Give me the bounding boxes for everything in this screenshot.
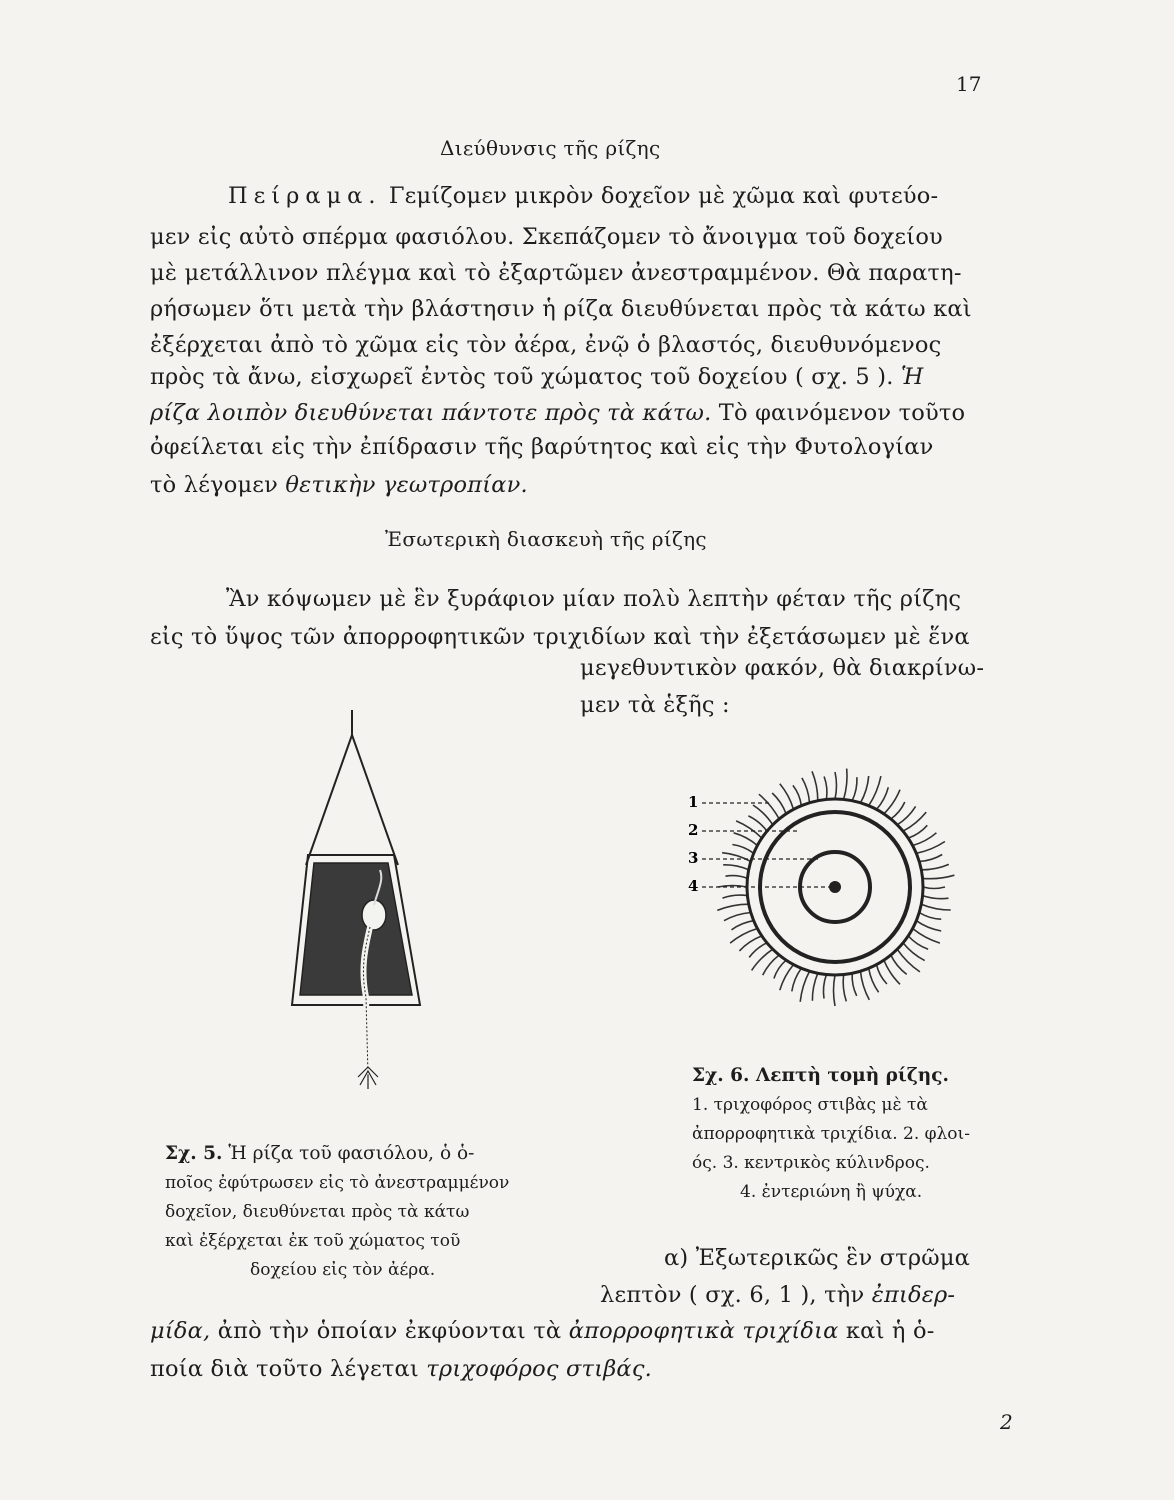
root-hair — [908, 936, 928, 949]
root-hair — [734, 833, 758, 846]
root-hair — [903, 812, 926, 831]
label-2: 2 — [688, 821, 699, 839]
caption-label: Σχ. 5. — [165, 1143, 223, 1164]
text: Γεμίζομεν μικρὸν δοχεῖον μὲ χῶμα καὶ φυτεύο- — [388, 183, 939, 209]
page-number-bottom: 2 — [1000, 1410, 1013, 1434]
root-hair — [802, 778, 810, 803]
root-hair — [823, 975, 826, 999]
paragraph-line: ρήσωμεν ὅτι μετὰ τὴν βλάστησιν ἡ ρίζα διευθύνεται πρὸς τὰ κάτω καὶ — [150, 296, 972, 322]
caption-line: ἀπορροφητικὰ τριχίδια. 2. φλοι- — [692, 1124, 970, 1144]
root-hair — [800, 971, 809, 1002]
root-hair — [812, 973, 817, 1001]
paragraph-line: ὀφείλεται εἰς τὴν ἐπίδρασιν τῆς βαρύτητος καὶ εἰς τὴν Φυτολογίαν — [150, 434, 934, 460]
figure-6-cross-section — [680, 755, 980, 1015]
paragraph-line: μεγεθυντικὸν φακόν, θὰ διακρίνω- — [580, 655, 985, 681]
root-hair — [792, 968, 802, 991]
paragraph-line: εἰς τὸ ὕψος τῶν ἀπορροφητικῶν τριχιδίων καὶ τὴν ἐξετάσωμεν μὲ ἕνα — [150, 624, 970, 650]
root-hair — [834, 975, 836, 1006]
text: καὶ ἡ ὁ- — [845, 1318, 935, 1344]
root-hair — [717, 904, 748, 910]
italic-text: ἀπορροφητικὰ τριχίδια — [568, 1318, 839, 1344]
root-hair — [780, 965, 794, 991]
italic-text: ἐπιδερ- — [871, 1282, 956, 1308]
root-hair — [753, 805, 773, 825]
paragraph-line — [150, 1356, 652, 1382]
root-hair — [919, 913, 941, 920]
label-3: 3 — [688, 849, 699, 867]
root-hair — [852, 777, 857, 801]
paragraph-line: μεν εἰς αὐτὸ σπέρμα φασιόλου. Σκεπάζομεν τὸ ἄνοιγμα τοῦ δοχείου — [150, 224, 943, 250]
root-hair — [724, 913, 751, 921]
root-hair — [722, 853, 751, 862]
section-heading-direction: Διεύθυνσις τῆς ρίζης — [440, 136, 661, 160]
root-hair — [861, 971, 870, 1000]
paragraph-line — [228, 183, 938, 209]
page-number-top: 17 — [956, 72, 982, 96]
root-hair — [877, 965, 887, 984]
root-hair — [793, 785, 801, 805]
root-hair — [726, 876, 748, 879]
figure-5-caption-line — [165, 1143, 474, 1164]
pith — [829, 881, 841, 893]
italic-text: τριχοφόρος στιβάς. — [426, 1356, 652, 1382]
root-hair — [824, 777, 827, 800]
root-hair — [921, 904, 950, 910]
root-hair — [812, 771, 818, 800]
caption-line: 1. τριχοφόρος στιβὰς μὲ τὰ — [692, 1095, 928, 1115]
root-hair — [923, 896, 949, 899]
paragraph-line: α) Ἐξωτερικῶς ἓν στρῶμα — [664, 1245, 971, 1271]
root-hair — [869, 968, 879, 992]
paragraph-line — [150, 472, 528, 498]
paragraph-line — [150, 400, 965, 426]
experiment-label: Πείραμα. — [228, 183, 382, 209]
italic-text: θετικὴν γεωτροπίαν. — [285, 472, 528, 498]
root-hair — [844, 769, 847, 800]
paragraph-line: ἐξέρχεται ἀπὸ τὸ χῶμα εἰς τὸν ἀέρα, ἐνῷ ὁ βλαστός, διευθυνόμενος — [150, 332, 942, 358]
root-hair — [843, 975, 846, 1002]
text: Τὸ φαινόμενον τοῦτο — [718, 400, 966, 426]
caption-line: δοχεῖον, διευθύνεται πρὸς τὰ κάτω — [165, 1202, 470, 1222]
figure-6-caption-title — [692, 1065, 949, 1086]
root-hair — [723, 865, 749, 870]
root-hair — [923, 887, 945, 889]
paragraph-line: μεν τὰ ἑξῆς : — [580, 692, 730, 718]
caption-line: ποῖος ἐφύτρωσεν εἰς τὸ ἀνεστραμμένον — [165, 1173, 510, 1193]
root-hair — [732, 845, 753, 854]
root-hair — [919, 855, 942, 862]
root-hair — [913, 929, 940, 944]
root-hair — [730, 929, 757, 944]
label-1: 1 — [688, 793, 699, 811]
root-hair — [884, 960, 900, 984]
paragraph-line: Ἂν κόψωμεν μὲ ἓν ξυράφιον μίαν πολὺ λεπτὴν φέταν τῆς ρίζης — [226, 586, 962, 612]
italic-text: ρίζα λοιπὸν διευθύνεται πάντοτε πρὸς τὰ κάτω. — [150, 400, 712, 426]
text: τὸ λέγομεν — [150, 472, 279, 498]
root-hair — [723, 895, 748, 898]
root-hair — [916, 921, 941, 931]
root-hair — [923, 875, 955, 879]
caption-line: καὶ ἐξέρχεται ἐκ τοῦ χώματος τοῦ — [165, 1231, 461, 1251]
paragraph-line — [150, 364, 924, 390]
root-hair — [752, 949, 773, 970]
root-hair — [732, 921, 754, 930]
text: λεπτὸν ( σχ. 6, 1 ), τὴν — [600, 1282, 865, 1308]
caption-line: ός. 3. κεντρικὸς κύλινδρος. — [692, 1153, 930, 1173]
text: ποία διὰ τοῦτο λέγεται — [150, 1356, 419, 1382]
root-hair — [835, 772, 837, 799]
caption-line: δοχείου εἰς τὸν ἀέρα. — [250, 1260, 436, 1280]
soil — [300, 863, 412, 995]
root-hair — [861, 776, 869, 803]
caption-title: Σχ. 6. Λεπτὴ τομὴ ρίζης. — [692, 1065, 949, 1086]
italic-text: Ἡ — [900, 364, 924, 390]
label-4: 4 — [688, 877, 699, 895]
root-hair — [869, 776, 881, 806]
paragraph-line — [150, 1318, 935, 1344]
caption-line: 4. ἐντεριώνη ἢ ψύχα. — [740, 1182, 923, 1202]
root-hair — [908, 825, 927, 838]
root-hair — [877, 787, 889, 809]
root-hair — [852, 973, 857, 996]
paragraph-line: μὲ μετάλλινον πλέγμα καὶ τὸ ἐξαρτῶμεν ἀνεστραμμένον. Θὰ παρατη- — [150, 260, 962, 286]
paragraph-line — [600, 1282, 955, 1308]
root-hair — [774, 960, 786, 978]
text: πρὸς τὰ ἄνω, εἰσχωρεῖ ἐντὸς τοῦ χώματος τοῦ δοχείου ( σχ. 5 ). — [150, 364, 894, 390]
root-hair — [891, 802, 905, 819]
root-hair — [921, 864, 949, 869]
italic-text: μίδα, — [150, 1318, 211, 1344]
text: ἀπὸ τὴν ὁποίαν ἐκφύονται τὰ — [217, 1318, 562, 1344]
hanging-wire — [306, 735, 352, 865]
hanging-wire — [352, 735, 398, 865]
caption-text: Ἡ ρίζα τοῦ φασιόλου, ὁ ὁ- — [228, 1143, 475, 1164]
figure-5-pot-drawing — [280, 705, 440, 1105]
section-heading-internal: Ἐσωτερικὴ διασκευὴ τῆς ρίζης — [385, 527, 707, 551]
